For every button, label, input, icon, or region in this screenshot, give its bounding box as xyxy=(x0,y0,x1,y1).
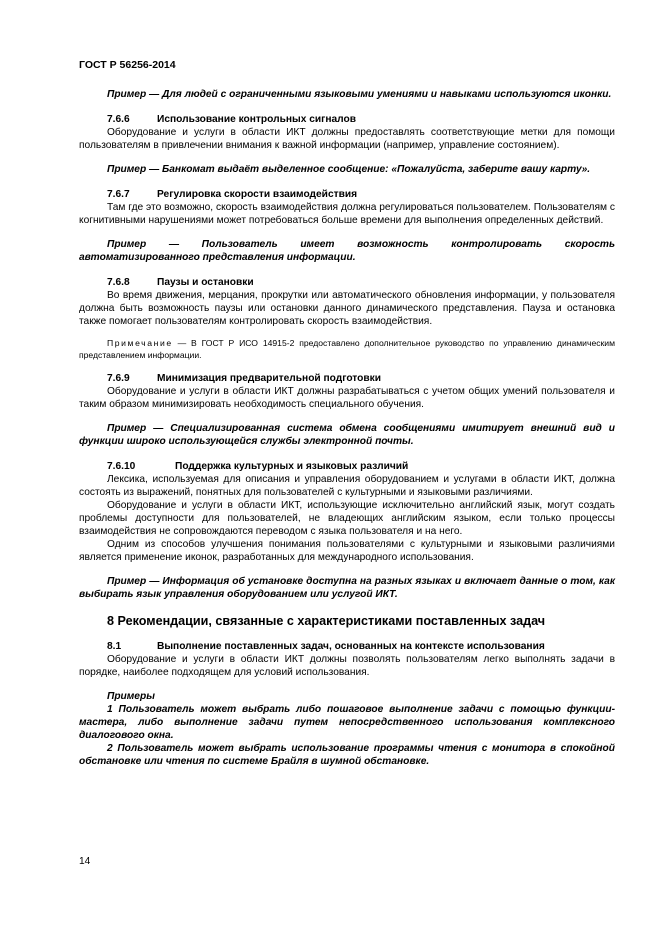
section-7-6-10-text-2: Оборудование и услуги в области ИКТ, использующие исключительно английский язык, могут создать проблемы доступности для пользователей, не владеющих английским языком, если только процессы взаимодействия не сопровождаются переводом с языка пользователя и на него. xyxy=(79,500,615,537)
example-1: 1 Пользователь может выбрать либо пошаговое выполнение задачи с помощью функции-мастера, либо выполнение задачи путем непосредственного использования комплексного диалогового окна. xyxy=(79,704,615,741)
example-messaging: Пример — Специализированная система обмена сообщениями имитирует внешний вид и функции широко использующейся службы электронной почты. xyxy=(79,423,615,447)
section-number: 7.6.6 xyxy=(107,114,130,125)
section-title: Выполнение поставленных задач, основанных на контексте использования xyxy=(157,641,545,652)
document-page xyxy=(79,58,615,768)
section-number: 7.6.9 xyxy=(107,373,130,384)
section-7-6-10-text-3: Одним из способов улучшения понимания пользователями с культурными и языковыми различиями является применение иконок, разработанных для международного использования. xyxy=(79,539,615,563)
section-7-6-6-text: Оборудование и услуги в области ИКТ должны предоставлять соответствующие метки для помощи пользователям в привлечении внимания к важной информации (например, управление состоянием). xyxy=(79,127,615,151)
section-7-6-10-text-1: Лексика, используемая для описания и управления оборудованием и услугами в области ИКТ, должна состоять из выражений, понятных для пользователей с культурными и языковыми различиями. xyxy=(79,474,615,498)
examples-title: Примеры xyxy=(107,691,155,702)
section-7-6-8-heading xyxy=(79,276,615,289)
section-7-6-8-text: Во время движения, мерцания, прокрутки или автоматического обновления информации, у пользователя должна быть возможность паузы или остановки данного динамического представления. Пауза и остановка также помогает пользователям контролировать скорость взаимодействия. xyxy=(79,290,615,327)
note-label: Примечание xyxy=(107,338,173,348)
section-title: Паузы и остановки xyxy=(157,277,254,288)
example-icons: Пример — Для людей с ограниченными языковыми умениями и навыками используются иконки. xyxy=(107,89,612,100)
section-8-1-heading xyxy=(79,640,615,653)
section-8-heading: 8 Рекомендации, связанные с характеристиками поставленных задач xyxy=(107,614,546,628)
section-7-6-9-heading xyxy=(79,372,615,385)
section-7-6-7-text: Там где это возможно, скорость взаимодействия должна регулироваться пользователем. Пользователям с когнитивными нарушениями может потребоваться больше времени для выполнения определенных действий. xyxy=(79,202,615,226)
section-title: Регулировка скорости взаимодействия xyxy=(157,189,358,200)
section-7-6-7-heading xyxy=(79,188,615,201)
section-number: 8.1 xyxy=(107,641,122,652)
section-title: Использование контрольных сигналов xyxy=(157,114,357,125)
section-number: 7.6.7 xyxy=(107,189,130,200)
example-install-info: Пример — Информация об установке доступна на разных языках и включает данные о том, как выбирать язык управления оборудованием или услугой ИКТ. xyxy=(79,576,615,600)
note-text: — В ГОСТ Р ИСО 14915-2 предоставлено дополнительное руководство по управлению динамическим представлением информации. xyxy=(79,338,615,360)
note xyxy=(79,337,615,361)
section-8-1-text: Оборудование и услуги в области ИКТ должны позволять пользователям легко выполнять задачи в порядке, наиболее подходящем для условий использования. xyxy=(79,654,615,678)
section-7-6-6-heading xyxy=(79,113,615,126)
example-atm: Пример — Банкомат выдаёт выделенное сообщение: «Пожалуйста, заберите вашу карту». xyxy=(107,164,591,175)
section-title: Минимизация предварительной подготовки xyxy=(157,373,381,384)
section-number: 7.6.8 xyxy=(107,277,130,288)
page-number: 14 xyxy=(79,856,91,867)
section-title: Поддержка культурных и языковых различий xyxy=(175,461,409,472)
section-7-6-10-heading xyxy=(79,460,615,473)
standard-header: ГОСТ Р 56256-2014 xyxy=(79,59,176,71)
section-7-6-9-text: Оборудование и услуги в области ИКТ должны разрабатываться с учетом общих умений пользователя и таким образом минимизировать необходимость специального обучения. xyxy=(79,386,615,410)
example-speed-control: Пример — Пользователь имеет возможность контролировать скорость автоматизированного представления информации. xyxy=(79,239,615,263)
example-2: 2 Пользователь может выбрать использование программы чтения с монитора в спокойной обстановке или чтения по системе Брайля в шумной обстановке. xyxy=(79,743,615,767)
section-number: 7.6.10 xyxy=(107,461,136,472)
